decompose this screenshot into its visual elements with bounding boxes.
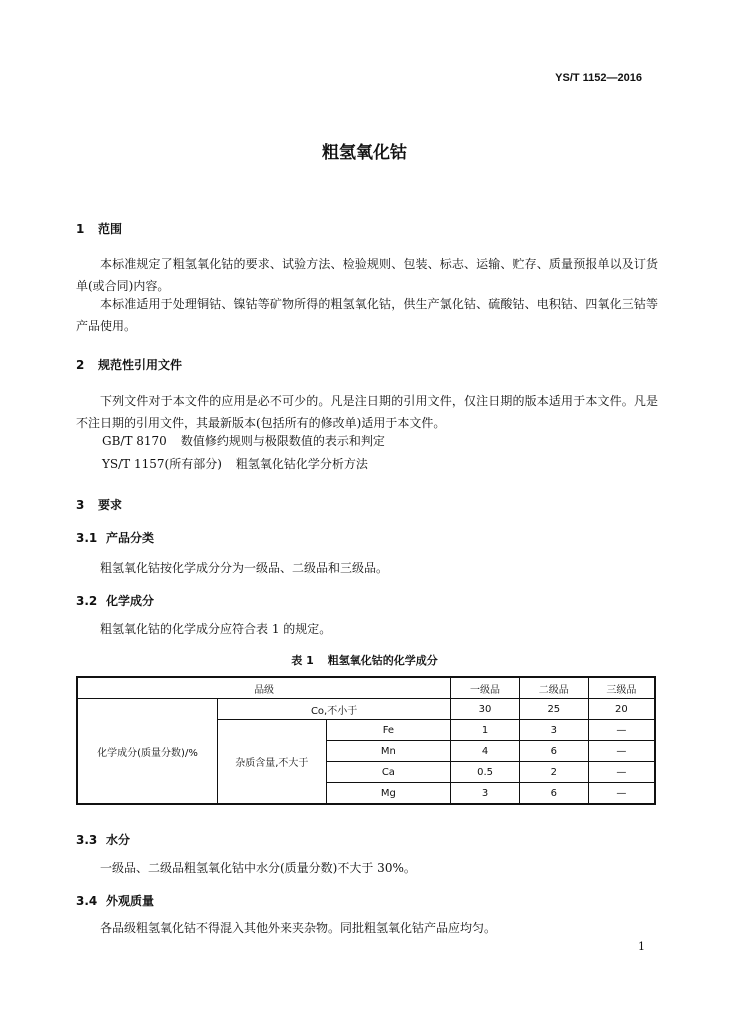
section-3-4-title: 外观质量 [106,894,155,908]
section-2-title: 规范性引用文件 [98,358,183,372]
section-3-2-number: 3.2 [76,594,98,608]
reference-title: 数值修约规则与极限数值的表示和判定 [180,434,385,448]
page-number: 1 [638,940,645,953]
table-cell: — [588,720,655,741]
table-cell: — [588,783,655,805]
table-cell: 20 [588,699,655,720]
normative-reference [102,455,368,472]
table-cell: 30 [451,699,520,720]
table-cell: 4 [451,741,520,762]
table-row [77,699,655,720]
section-1-heading [76,220,122,237]
table-cell-impurity-label: 杂质含量,不大于 [218,720,327,805]
table-cell: 0.5 [451,762,520,783]
section-3-2-heading [76,592,154,609]
table-header-row [77,677,655,699]
section-3-2-title: 化学成分 [106,594,155,608]
table-cell: — [588,762,655,783]
table-cell-element: Ca [326,762,451,783]
reference-code: GB/T 8170 [102,434,167,448]
table-cell-element: Mg [326,783,451,805]
section-1-paragraph-2: 本标准适用于处理铜钴、镍钴等矿物所得的粗氢氧化钴，供生产氯化钴、硫酸钴、电积钴、四氧化三钴等产品使用。 [76,297,658,333]
table-cell: 3 [451,783,520,805]
table-cell-element: Fe [326,720,451,741]
table-cell: — [588,741,655,762]
table-cell: 6 [519,741,588,762]
section-3-3-number: 3.3 [76,833,98,847]
section-3-4-text: 各品级粗氢氧化钴不得混入其他外来夹杂物。同批粗氢氧化钴产品应均匀。 [100,921,497,935]
table-1-label: 表 1 [291,654,314,667]
chemical-composition-table [76,676,656,805]
table-header-grade-1: 一级品 [451,677,520,699]
section-3-3-heading [76,831,130,848]
section-3-1-title: 产品分类 [106,531,155,545]
section-3-4-heading [76,892,154,909]
section-3-number: 3 [76,498,85,512]
table-cell: 25 [519,699,588,720]
reference-code: YS/T 1157(所有部分) [102,457,222,471]
table-1-caption [0,652,729,668]
section-2-paragraph: 下列文件对于本文件的应用是必不可少的。凡是注日期的引用文件，仅注日期的版本适用于本文件。凡是不注日期的引用文件，其最新版本(包括所有的修改单)适用于本文件。 [76,394,658,430]
normative-reference [102,432,385,449]
section-3-1-heading [76,529,154,546]
section-3-1-number: 3.1 [76,531,98,545]
section-1-number: 1 [76,222,85,236]
table-header-grade-2: 二级品 [519,677,588,699]
section-3-3-title: 水分 [106,833,131,847]
section-3-1-text: 粗氢氧化钴按化学成分分为一级品、二级品和三级品。 [100,561,389,575]
table-cell-element: Mn [326,741,451,762]
table-header-grade-3: 三级品 [588,677,655,699]
table-cell: 2 [519,762,588,783]
section-2-number: 2 [76,358,85,372]
table-cell: 6 [519,783,588,805]
section-3-heading [76,496,122,513]
section-1-title: 范围 [98,222,123,236]
section-3-4-number: 3.4 [76,894,98,908]
table-cell-co-label: Co,不小于 [218,699,451,720]
standard-number: YS/T 1152—2016 [555,72,642,84]
table-row-group-label: 化学成分(质量分数)/% [77,699,218,805]
reference-title: 粗氢氧化钴化学分析方法 [235,457,368,471]
table-cell: 1 [451,720,520,741]
table-cell: 3 [519,720,588,741]
document-title: 粗氢氧化钴 [322,143,407,163]
section-3-3-text: 一级品、二级品粗氢氧化钴中水分(质量分数)不大于 30%。 [100,861,416,875]
section-3-2-text: 粗氢氧化钴的化学成分应符合表 1 的规定。 [100,622,332,636]
table-1-title: 粗氢氧化钴的化学成分 [327,654,438,667]
section-1-paragraph-1: 本标准规定了粗氢氧化钴的要求、试验方法、检验规则、包装、标志、运输、贮存、质量预报单以及订货单(或合同)内容。 [76,257,658,293]
section-2-heading [76,356,182,373]
section-3-title: 要求 [98,498,123,512]
table-header-grade: 品级 [77,677,451,699]
